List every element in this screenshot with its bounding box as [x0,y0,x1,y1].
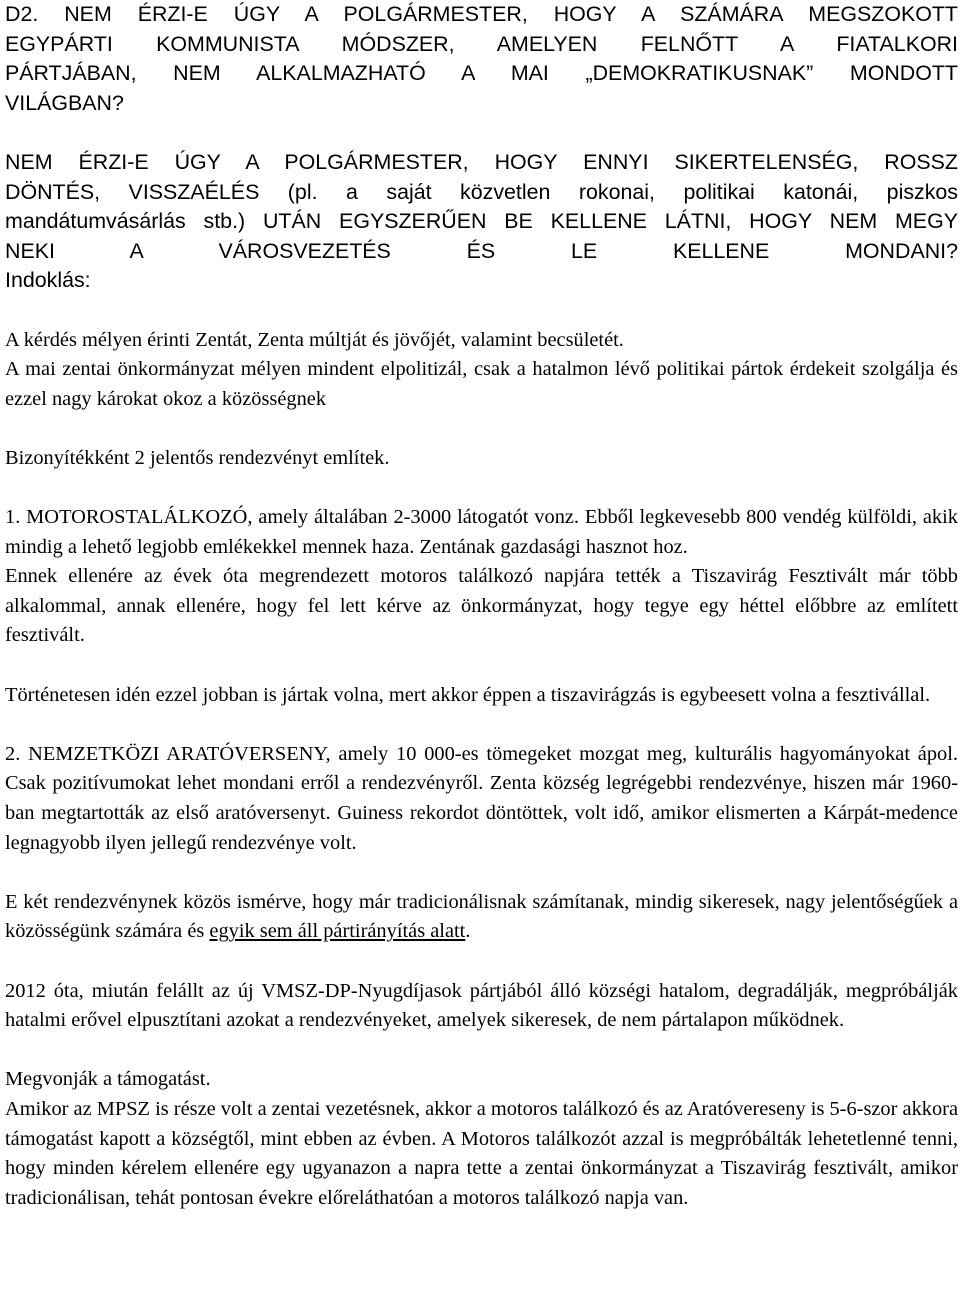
paragraph-8 [5,888,958,947]
document-page [5,0,958,1213]
paragraph-11: Amikor az MPSZ is része volt a zentai vezetésnek, akkor a motoros találkozó és az Aratóvereseny is 5-6-szor akkora támogatást kapott a községtől, mint ebben az évben. A Motoros találkozót azzal is megpróbálták lehetetlenné tenni, hogy minden kérelem ellenére egy ugyanazon a napra tette a zentai önkormányzat a Tiszavirág fesztivált, amikor tradicionálisan, tehát pontosan évekre előreláthatóan a motoros találkozó napja van. [5,1097,958,1209]
question-second-line-3: mandátumvásárlás stb.) UTÁN EGYSZERŰEN BE KELLENE LÁTNI, HOGY NEM MEGY [5,209,958,234]
indoklas-label: Indoklás: [5,268,91,293]
paragraph-8-underlined: egyik sem áll pártirányítás alatt [209,920,466,943]
paragraph-8-end: . [465,920,471,943]
question-d2 [5,0,958,118]
question-d2-line-4: VILÁGBAN? [5,90,124,115]
question-d2-line-2: EGYPÁRTI KOMMUNISTA MÓDSZER, AMELYEN FELNŐTT A FIATALKORI [5,31,958,56]
paragraph-8-text: E két rendezvénynek közös ismérve, hogy már tradicionálisnak számítanak, mindig sikeresek, nagy jelentőségűek a közösségünk számára és [5,890,958,943]
question-second-line-4: NEKI A VÁROSVEZETÉS ÉS LE KELLENE MONDANI? [5,238,958,263]
paragraph-1: A kérdés mélyen érinti Zentát, Zenta múltját és jövőjét, valamint becsületét. [5,328,624,351]
question-second-line-2: DÖNTÉS, VISSZAÉLÉS (pl. a saját közvetlen rokonai, politikai katonái, piszkos [5,179,958,204]
paragraph-2: A mai zentai önkormányzat mélyen mindent elpolitizál, csak a hatalmon lévő politikai pártok érdekeit szolgálja és ezzel nagy károkat okoz a közösségnek [5,358,958,410]
paragraph-10: Megvonják a támogatást. [5,1068,211,1091]
paragraph-6: Történetesen idén ezzel jobban is jártak volna, mert akkor éppen a tiszavirágzás is egybeesett volna a fesztivállal. [5,683,931,706]
question-d2-line-1: D2. NEM ÉRZI-E ÚGY A POLGÁRMESTER, HOGY A SZÁMÁRA MEGSZOKOTT [5,2,958,26]
paragraph-5: Ennek ellenére az évek óta megrendezett motoros találkozó napjára tették a Tiszavirág Fesztivált már több alkalommal, annak ellenére, hogy fel lett kérve az önkormányzat, hogy tegye egy héttel előbbre az említett fesztivált. [5,565,958,647]
question-d2-line-3: PÁRTJÁBAN, NEM ALKALMAZHATÓ A MAI „DEMOKRATIKUSNAK” MONDOTT [5,61,958,86]
paragraph-9: 2012 óta, miután felállt az új VMSZ-DP-Nyugdíjasok pártjából álló községi hatalom, degradálják, megpróbálják hatalmi erővel elpusztítani azokat a rendezvényeket, amelyek sikeresek, de nem pártalapon működnek. [5,979,958,1032]
paragraph-motoros: 1. MOTOROSTALÁLKOZÓ, amely általában 2-3000 látogatót vonz. Ebből legkevesebb 800 vendég külföldi, akik mindig a lehető legjobb emlékekkel mennek haza. Zentának gazdasági hasznot hoz. [5,506,958,558]
question-second-line-1: NEM ÉRZI-E ÚGY A POLGÁRMESTER, HOGY ENNYI SIKERTELENSÉG, ROSSZ [5,149,958,174]
paragraph-3: Bizonyítékként 2 jelentős rendezvényt említek. [5,446,390,469]
body-text [5,326,958,1214]
paragraph-aratoverseny: 2. NEMZETKÖZI ARATÓVERSENY, amely 10 000-es tömegeket mozgat meg, kulturális hagyományokat ápol. Csak pozitívumokat lehet mondani erről a rendezvényről. Zenta község legrégebbi rendezvénye, hiszen már 1960-ban megtartották az első aratóversenyt. Guiness rekordot döntöttek, volt idő, amikor elismerten a Kárpát-medence legnagyobb ilyen jellegű rendezvénye volt. [5,742,958,854]
question-second [5,148,958,296]
